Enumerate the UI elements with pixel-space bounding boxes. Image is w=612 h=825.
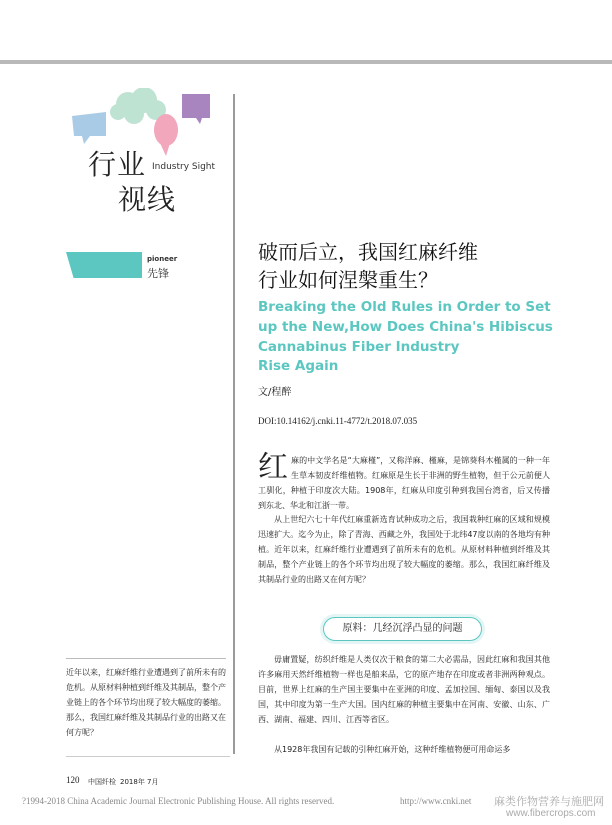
paragraph-4: 从1928年我国有记载的引种红麻开始，这种纤维植物便可用命运多	[274, 745, 511, 754]
pink-bubble-icon	[154, 114, 178, 156]
top-rule	[0, 60, 612, 64]
article-author: 文/程醉	[258, 387, 292, 398]
article-title-zh-line2: 行业如何涅槃重生？	[258, 268, 438, 292]
column-title-line1: 行业	[88, 148, 147, 181]
column-divider	[233, 94, 235, 754]
paragraph-1	[258, 450, 550, 513]
purple-bubble-icon	[182, 94, 210, 124]
article-title-en-last: Rise Again	[258, 358, 339, 374]
footer-rule	[66, 756, 230, 757]
column-title-en: Industry Sight	[152, 162, 216, 172]
article-doi: DOI:10.14162/j.cnki.11-4772/t.2018.07.035	[258, 416, 418, 426]
article-title-zh-line1: 破而后立，我国红麻纤维	[258, 240, 478, 264]
sidebar-pull-quote: 近年以来，红麻纤维行业遭遇到了前所未有的危机。从原材料种植到纤维及其制品，整个产业链上的各个环节均出现了较大幅度的萎缩。那么，我国红麻纤维及其制品行业的出路又在何方呢？	[66, 658, 226, 740]
page-number: 120	[66, 775, 80, 785]
section-heading: 原料：几经沉浮凸显的问题	[323, 617, 482, 641]
cnki-link[interactable]: http://www.cnki.net	[400, 796, 472, 806]
drop-cap: 红	[258, 450, 288, 485]
section-label-zh: 先锋	[147, 267, 169, 280]
paragraph-2: 从上世纪六七十年代红麻重新选育试种成功之后，我国栽种红麻的区域和规模迅速扩大。迄今为止，除了青海、西藏之外，我国处于北纬47度以南的各地均有种植。近年以来，红麻纤维行业遭遇到了前所未有的危机。从原材料种植到纤维及其制品，整个产业链上的各个环节均出现了较大幅度的萎缩。那么，我国红麻纤维及其制品行业的出路又在何方呢？	[258, 515, 550, 584]
article-title-zh	[258, 238, 558, 294]
watermark-cn: 麻类作物营养与施肥网	[494, 795, 604, 808]
journal-name: 中国纤检	[88, 778, 116, 786]
watermark-url: www.fibercrops.com	[506, 808, 596, 819]
paragraph-3: 毋庸置疑，纺织纤维是人类仅次于粮食的第二大必需品，因此红麻和我国其他许多麻用天然纤维植物一样也是舶来品，它的原产地存在印度或者非洲两种观点。目前，世界上红麻的生产国主要集中在亚洲的印度、孟加拉国、缅甸、泰国以及我国，其中印度为第一生产大国。国内红麻的种植主要集中在河南、安徽、山东、广西、湖南、福建、四川、江西等省区。	[258, 655, 550, 724]
article-title-en: Breaking the Old Rules in Order to Set up the New,How Does China's Hibiscus Cannabinus Fiber Industry	[258, 299, 553, 355]
section-label-en: pioneer	[147, 255, 178, 263]
paragraph-1-text: 麻的中文学名是“大麻槿”，又称洋麻、槿麻，是锦葵科木槿属的一种一年生草本韧皮纤维植物。红麻原是生长于非洲的野生植物，但于公元前便人工驯化，种植于印度次大陆。1908年，红麻从印度引种到我国台湾省，后又传播到东北、华北和江浙一带。	[258, 456, 550, 510]
section-color-bar	[66, 252, 142, 278]
copyright-notice: ?1994-2018 China Academic Journal Electronic Publishing House. All rights reserved.	[22, 796, 335, 806]
column-title-line2: 视线	[118, 183, 177, 216]
issue-date: 2018年 7月	[120, 778, 159, 786]
blue-bubble-icon	[72, 112, 106, 144]
